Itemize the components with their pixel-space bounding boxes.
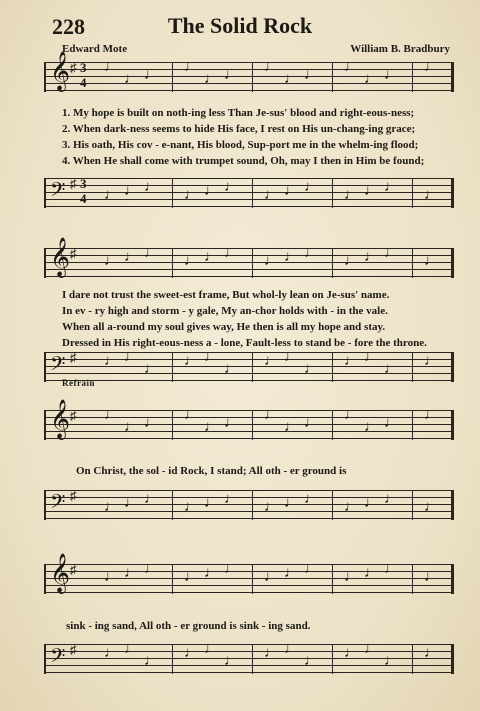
note-icon: ♩ [264, 253, 279, 269]
note-icon: ♩ [304, 415, 319, 431]
barline [412, 62, 413, 92]
barline [332, 352, 333, 382]
note-icon: ♩ [184, 59, 199, 75]
barline [332, 248, 333, 278]
barline [172, 352, 173, 382]
note-icon: ♩ [364, 565, 379, 581]
note-icon: ♩ [284, 495, 299, 511]
verse3-line2: When all a-round my soul gives way, He then is all my hope and stay. [62, 321, 386, 333]
note-icon: ♩ [184, 407, 199, 423]
note-icon: ♩ [344, 187, 359, 203]
note-icon: ♩ [124, 183, 139, 199]
bass-clef-icon: 𝄢 [50, 354, 66, 380]
note-icon: ♩ [104, 59, 119, 75]
note-icon: ♩ [144, 361, 159, 377]
note-icon: ♩ [304, 67, 319, 83]
note-icon: ♩ [304, 561, 319, 577]
staff-system2-treble [44, 239, 454, 278]
note-icon: ♩ [124, 565, 139, 581]
staff-refrain2-bass [44, 641, 454, 674]
note-icon: ♩ [364, 419, 379, 435]
staff-system1-bass [44, 178, 454, 208]
bass-clef-icon: 𝄢 [50, 492, 66, 518]
key-signature-sharp-icon: ♯ [70, 642, 77, 657]
note-icon: ♩ [364, 183, 379, 199]
barline [332, 644, 333, 674]
barline [252, 410, 253, 440]
note-icon: ♩ [104, 187, 119, 203]
time-signature: 3 4 [80, 60, 87, 90]
note-icon: ♩ [284, 419, 299, 435]
note-icon: ♩ [204, 71, 219, 87]
treble-clef-icon: 𝄞 [50, 555, 71, 592]
note-icon: ♩ [204, 495, 219, 511]
note-icon: ♩ [284, 641, 299, 657]
barline [172, 644, 173, 674]
note-icon: ♩ [224, 245, 239, 261]
verse1-line1: 1. My hope is built on noth-ing less Than Je-sus' blood and right-eous-ness; [62, 107, 415, 119]
key-signature-sharp-icon: ♯ [70, 246, 77, 261]
barline [252, 352, 253, 382]
note-icon: ♩ [384, 245, 399, 261]
note-icon: ♩ [424, 407, 439, 423]
note-icon: ♩ [264, 407, 279, 423]
note-icon: ♩ [224, 561, 239, 577]
note-icon: ♩ [104, 499, 119, 515]
note-icon: ♩ [384, 361, 399, 377]
bass-clef-icon: 𝄢 [50, 180, 66, 206]
note-icon: ♩ [304, 361, 319, 377]
note-icon: ♩ [144, 491, 159, 507]
note-icon: ♩ [224, 67, 239, 83]
barline [252, 62, 253, 92]
verse4-line2: Dressed in His right-eous-ness a - lone, Fault-less to stand be - fore the throne. [62, 337, 427, 349]
lyricist-credit: Edward Mote [62, 43, 128, 55]
note-icon: ♩ [364, 249, 379, 265]
barline [172, 178, 173, 208]
note-icon: ♩ [264, 187, 279, 203]
barline [412, 564, 413, 594]
note-icon: ♩ [204, 183, 219, 199]
note-icon: ♩ [184, 499, 199, 515]
treble-clef-icon: 𝄞 [50, 53, 71, 90]
barline [252, 248, 253, 278]
note-icon: ♩ [384, 179, 399, 195]
note-icon: ♩ [424, 569, 439, 585]
composer-credit: William B. Bradbury [350, 43, 450, 55]
note-icon: ♩ [384, 561, 399, 577]
note-icon: ♩ [424, 645, 439, 661]
note-icon: ♩ [224, 415, 239, 431]
note-icon: ♩ [264, 353, 279, 369]
barline [172, 248, 173, 278]
note-icon: ♩ [344, 353, 359, 369]
treble-clef-icon: 𝄞 [50, 401, 71, 438]
note-icon: ♩ [344, 569, 359, 585]
note-icon: ♩ [364, 349, 379, 365]
key-signature-sharp-icon: ♯ [70, 350, 77, 365]
staff-system2-bass [44, 349, 454, 382]
note-icon: ♩ [364, 641, 379, 657]
barline [252, 564, 253, 594]
barline [332, 178, 333, 208]
barline [332, 564, 333, 594]
note-icon: ♩ [344, 499, 359, 515]
staff-refrain1-bass [44, 490, 454, 520]
note-icon: ♩ [384, 491, 399, 507]
refrain-lyric-line2: sink - ing sand, All oth - er ground is sink - ing sand. [66, 620, 311, 632]
note-icon: ♩ [224, 491, 239, 507]
note-icon: ♩ [104, 645, 119, 661]
note-icon: ♩ [304, 245, 319, 261]
note-icon: ♩ [384, 415, 399, 431]
note-icon: ♩ [124, 71, 139, 87]
note-icon: ♩ [144, 653, 159, 669]
note-icon: ♩ [204, 641, 219, 657]
note-icon: ♩ [124, 641, 139, 657]
note-icon: ♩ [384, 653, 399, 669]
barline [172, 490, 173, 520]
note-icon: ♩ [144, 245, 159, 261]
note-icon: ♩ [184, 187, 199, 203]
note-icon: ♩ [104, 407, 119, 423]
bass-clef-icon: 𝄢 [50, 646, 66, 672]
note-icon: ♩ [344, 407, 359, 423]
note-icon: ♩ [284, 249, 299, 265]
barline [412, 644, 413, 674]
note-icon: ♩ [264, 499, 279, 515]
note-icon: ♩ [184, 253, 199, 269]
key-signature-sharp-icon: ♯ [70, 60, 77, 75]
note-icon: ♩ [204, 349, 219, 365]
note-icon: ♩ [424, 499, 439, 515]
note-icon: ♩ [204, 249, 219, 265]
barline [252, 644, 253, 674]
note-icon: ♩ [344, 253, 359, 269]
note-icon: ♩ [104, 353, 119, 369]
note-icon: ♩ [304, 491, 319, 507]
note-icon: ♩ [424, 353, 439, 369]
key-signature-sharp-icon: ♯ [70, 408, 77, 423]
note-icon: ♩ [104, 569, 119, 585]
note-icon: ♩ [184, 645, 199, 661]
barline [172, 564, 173, 594]
note-icon: ♩ [184, 353, 199, 369]
note-icon: ♩ [184, 569, 199, 585]
note-icon: ♩ [424, 59, 439, 75]
note-icon: ♩ [284, 349, 299, 365]
verse4-line1: 4. When He shall come with trumpet sound, Oh, may I then in Him be found; [62, 155, 425, 167]
refrain-lyric-line1: On Christ, the sol - id Rock, I stand; All oth - er ground is [76, 465, 347, 477]
verse2-line1: 2. When dark-ness seems to hide His face, I rest on His un-chang-ing grace; [62, 123, 416, 135]
note-icon: ♩ [224, 361, 239, 377]
key-signature-sharp-icon: ♯ [70, 488, 77, 503]
hymn-title: The Solid Rock [167, 13, 313, 38]
note-icon: ♩ [144, 179, 159, 195]
note-icon: ♩ [304, 653, 319, 669]
barline [172, 410, 173, 440]
barline [172, 62, 173, 92]
staff-refrain2-treble [44, 555, 454, 594]
barline [252, 490, 253, 520]
key-signature-sharp-icon: ♯ [70, 562, 77, 577]
note-icon: ♩ [284, 183, 299, 199]
time-signature: 3 4 [80, 176, 87, 206]
hymn-number: 228 [52, 14, 85, 39]
note-icon: ♩ [144, 561, 159, 577]
note-icon: ♩ [124, 419, 139, 435]
verse2-line2: In ev - ry high and storm - y gale, My an-chor holds with - in the vale. [62, 305, 388, 317]
note-icon: ♩ [344, 59, 359, 75]
note-icon: ♩ [124, 495, 139, 511]
barline [412, 248, 413, 278]
barline [252, 178, 253, 208]
note-icon: ♩ [364, 495, 379, 511]
note-icon: ♩ [264, 59, 279, 75]
note-icon: ♩ [384, 67, 399, 83]
barline [412, 490, 413, 520]
note-icon: ♩ [104, 253, 119, 269]
verse1-line2: I dare not trust the sweet-est frame, But whol-ly lean on Je-sus' name. [62, 289, 390, 301]
note-icon: ♩ [284, 71, 299, 87]
barline [412, 178, 413, 208]
note-icon: ♩ [124, 249, 139, 265]
note-icon: ♩ [424, 253, 439, 269]
note-icon: ♩ [224, 653, 239, 669]
refrain-label: Refrain [62, 378, 95, 388]
barline [412, 352, 413, 382]
note-icon: ♩ [284, 565, 299, 581]
barline [332, 62, 333, 92]
note-icon: ♩ [424, 187, 439, 203]
note-icon: ♩ [344, 645, 359, 661]
note-icon: ♩ [124, 349, 139, 365]
barline [412, 410, 413, 440]
note-icon: ♩ [364, 71, 379, 87]
key-signature-sharp-icon: ♯ [70, 176, 77, 191]
staff-system1-treble [44, 53, 454, 92]
barline [332, 490, 333, 520]
note-icon: ♩ [144, 415, 159, 431]
verse3-line1: 3. His oath, His cov - e-nant, His blood, Sup-port me in the whelm-ing flood; [62, 139, 419, 151]
note-icon: ♩ [144, 67, 159, 83]
note-icon: ♩ [224, 179, 239, 195]
note-icon: ♩ [304, 179, 319, 195]
barline [332, 410, 333, 440]
note-icon: ♩ [264, 645, 279, 661]
note-icon: ♩ [204, 419, 219, 435]
note-icon: ♩ [264, 569, 279, 585]
staff-refrain1-treble [44, 401, 454, 440]
treble-clef-icon: 𝄞 [50, 239, 71, 276]
note-icon: ♩ [204, 565, 219, 581]
